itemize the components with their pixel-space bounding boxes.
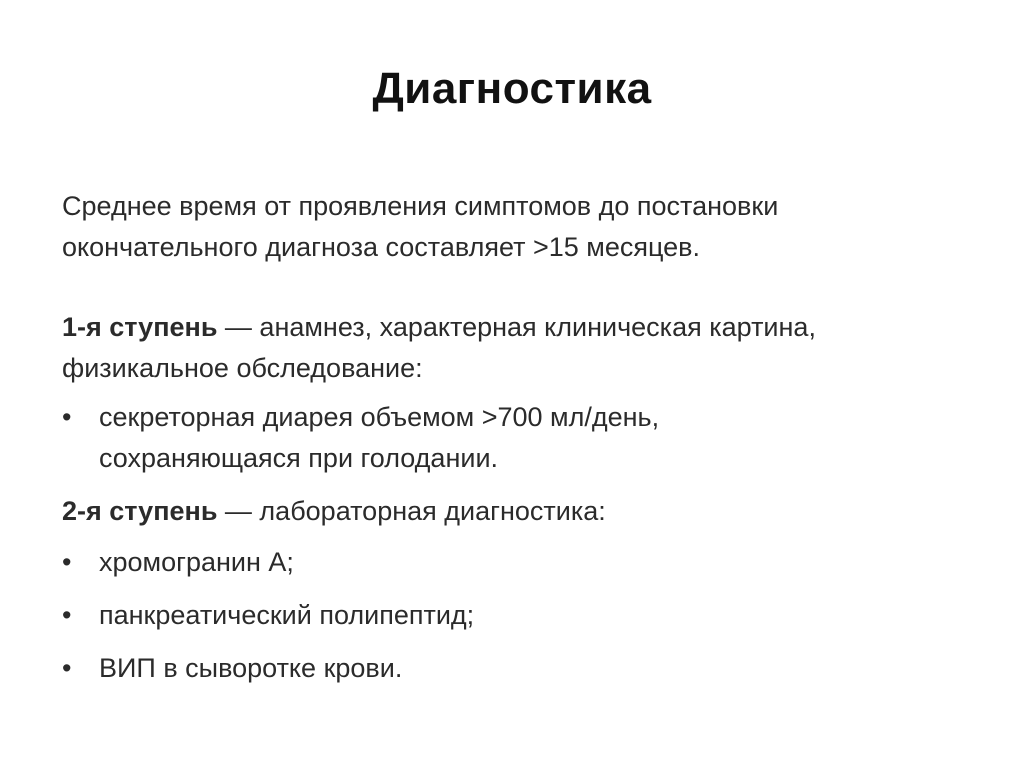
step-1-bullet-list	[62, 397, 962, 479]
bullet-text: ВИП в сыворотке крови.	[99, 653, 403, 683]
step-1-label: 1-я ступень	[62, 312, 218, 342]
list-item	[62, 397, 962, 479]
bullet-text: хромогранин А;	[99, 547, 294, 577]
bullet-dot: •	[62, 402, 72, 432]
bullet-text: панкреатический полипептид;	[99, 600, 475, 630]
bullet-line-2: сохраняющаяся при голодании.	[99, 443, 499, 473]
list-item	[62, 648, 962, 689]
step-1-text-line-2: физикальное обследование:	[62, 353, 423, 383]
bullet-dot: •	[62, 600, 72, 630]
step-2-label: 2-я ступень	[62, 496, 218, 526]
step-1-paragraph	[62, 307, 962, 389]
bullet-dot: •	[62, 653, 72, 683]
list-item	[62, 542, 962, 583]
step-2-paragraph	[62, 491, 962, 532]
step-2-bullet-list	[62, 542, 962, 689]
list-item	[62, 595, 962, 636]
bullet-dot: •	[62, 547, 72, 577]
intro-line-2: окончательного диагноза составляет >15 месяцев.	[62, 232, 700, 262]
intro-paragraph	[62, 186, 962, 268]
bullet-line-1: секреторная диарея объемом >700 мл/день,	[99, 402, 660, 432]
intro-line-1: Среднее время от проявления симптомов до постановки	[62, 191, 779, 221]
step-2-text: — лабораторная диагностика:	[217, 496, 606, 526]
step-1-text-line-1: — анамнез, характерная клиническая картина,	[217, 312, 816, 342]
slide-content	[62, 186, 962, 701]
slide-title: Диагностика	[372, 64, 652, 113]
